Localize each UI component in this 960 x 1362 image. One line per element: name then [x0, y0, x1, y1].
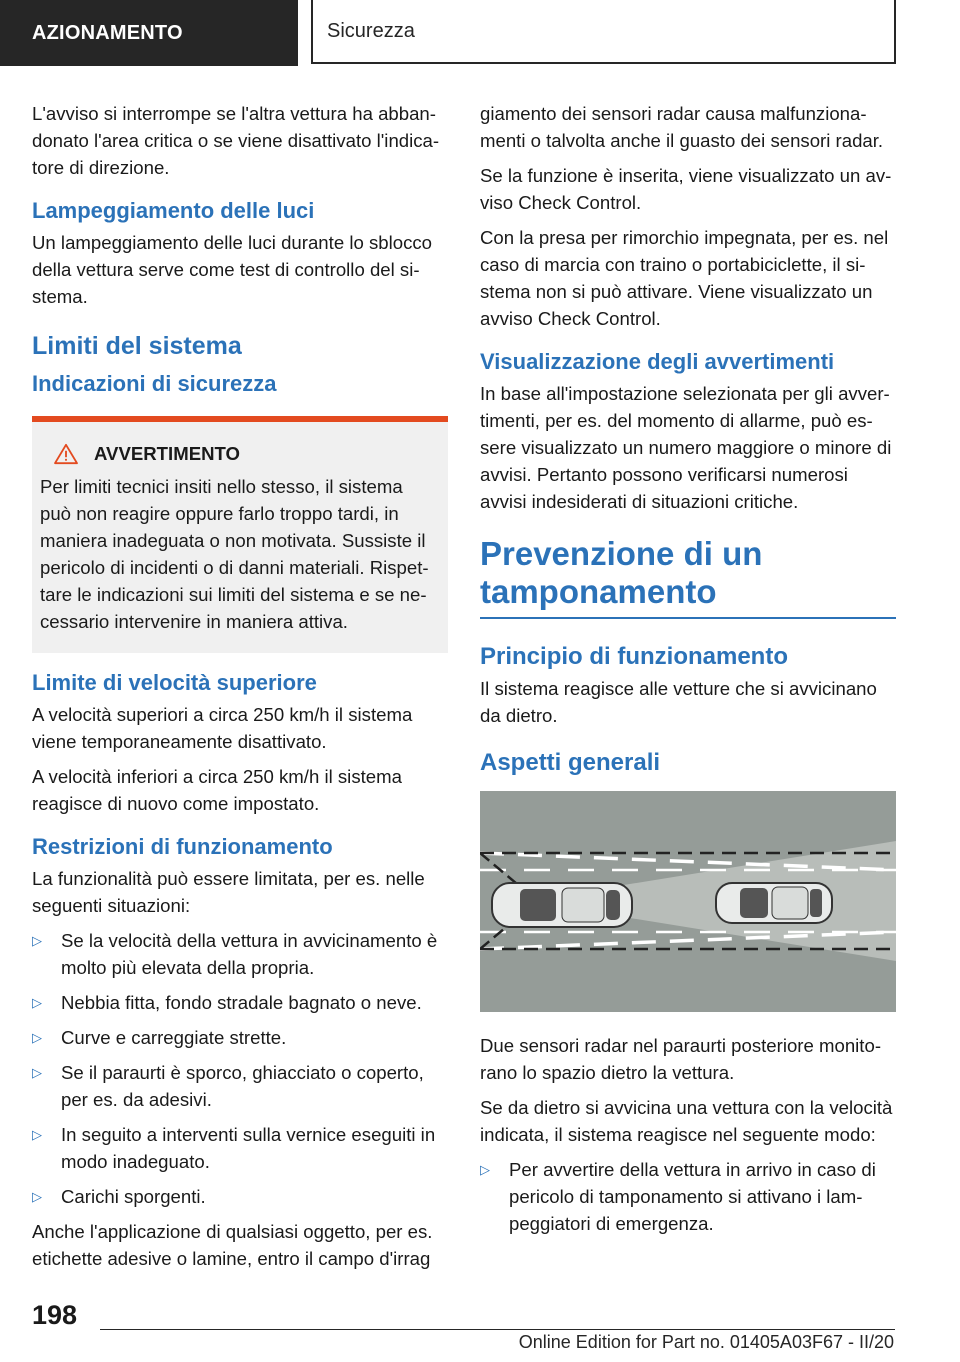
velocita-paragraph-1: A velocità superiori a circa 250 km/h il sistema viene temporaneamente disattivato.: [32, 704, 413, 752]
warning-box: [32, 416, 448, 653]
reazione-list: [480, 1156, 896, 1237]
heading-prevenzione: Prevenzione di un tamponamento: [480, 535, 896, 619]
warning-title: AVVERTIMENTO: [94, 443, 241, 464]
bullet-icon: ▷: [32, 995, 42, 1010]
heading-indicazioni: Indicazioni di sicurezza: [32, 371, 277, 396]
continued-paragraph: giamento dei sensori radar causa malfunzionamenti o talvolta anche il guasto dei sensori radar.: [480, 103, 884, 151]
bullet-icon: ▷: [32, 1127, 42, 1142]
velocita-paragraph-2: A velocità inferiori a circa 250 km/h il sistema reagisce di nuovo come impostato.: [32, 766, 402, 814]
list-item: ▷ Carichi sporgenti.: [32, 1183, 448, 1210]
sensori-paragraph: Due sensori radar nel paraurti posteriore monitorano lo spazio dietro la vettura.: [480, 1035, 882, 1083]
heading-limiti: Limiti del sistema: [32, 332, 242, 360]
dietro-paragraph: Se da dietro si avvicina una vettura con la velocità indicata, il sistema reagisce nel seguente modo:: [480, 1097, 893, 1145]
page-number: 198: [32, 1300, 78, 1330]
list-item: ▷ Nebbia fitta, fondo stradale bagnato o neve.: [32, 989, 448, 1016]
left-column: [32, 100, 448, 1280]
section-tab: AZIONAMENTO: [0, 0, 298, 66]
warning-text: Per limiti tecnici insiti nello stesso, il sistema può non reagire oppure farlo troppo tardi, in maniera inadeguata o non motivata. Sussiste il pericolo di incidenti o di danni materiali. Rispettare le indicazioni sui limiti del sistema e se necessario intervenire in maniera attiva.: [40, 476, 429, 632]
list-item: ▷ In seguito a interventi sulla vernice eseguiti in modo inadeguato.: [32, 1121, 448, 1175]
list-item: ▷ Curve e carreggiate strette.: [32, 1024, 448, 1051]
bullet-icon: ▷: [32, 1065, 42, 1080]
heading-principio: Principio di funzionamento: [480, 643, 788, 670]
list-item: ▷ Per avvertire della vettura in arrivo in caso di pericolo di tamponamento si attivano i lampeggiatori di emergenza.: [480, 1156, 896, 1237]
front-car-icon: [716, 883, 832, 923]
rear-car-icon: [492, 883, 632, 927]
heading-velocita: Limite di velocità superiore: [32, 670, 317, 695]
heading-restrizioni: Restrizioni di funzionamento: [32, 834, 333, 859]
heading-aspetti: Aspetti generali: [480, 749, 661, 776]
bullet-icon: ▷: [32, 933, 42, 948]
presa-paragraph: Con la presa per rimorchio impegnata, per es. nel caso di marcia con traino o portabiciclette, il sistema non si può attivare. Viene visualizzato un avviso Check Control.: [480, 227, 889, 329]
list-item: ▷ Se il paraurti è sporco, ghiacciato o coperto, per es. da adesivi.: [32, 1059, 448, 1113]
principio-paragraph: Il sistema reagisce alle vetture che si avvicinano da dietro.: [480, 678, 877, 726]
warning-triangle-icon: [52, 443, 80, 465]
footer-divider: [100, 1329, 895, 1330]
check-control-paragraph: Se la funzione è inserita, viene visualizzato un avviso Check Control.: [480, 165, 892, 213]
closing-paragraph: Anche l'applicazione di qualsiasi oggetto, per es. etichette adesive o lamine, entro il campo d'irrag: [32, 1221, 433, 1269]
warning-header: [40, 440, 438, 467]
bullet-icon: ▷: [32, 1030, 42, 1045]
heading-visualizzazione: Visualizzazione degli avvertimenti: [480, 349, 835, 374]
bullet-icon: ▷: [480, 1162, 490, 1177]
chapter-tab: Sicurezza: [311, 0, 896, 64]
bullet-icon: ▷: [32, 1189, 42, 1204]
intro-paragraph: L'avviso si interrompe se l'altra vettura ha abbandonato l'area critica o se viene disattivato l'indicatore di direzione.: [32, 103, 440, 178]
footer-edition: Online Edition for Part no. 01405A03F67 - II/20: [518, 1332, 894, 1352]
lampeggiamento-paragraph: Un lampeggiamento delle luci durante lo sblocco della vettura serve come test di controllo del sistema.: [32, 232, 433, 307]
restrizioni-list: [32, 927, 448, 1210]
page-header: [0, 0, 960, 66]
visualizzazione-paragraph: In base all'impostazione selezionata per gli avvertimenti, per es. del momento di allarme, può essere visualizzato un numero maggiore o minore di avvisi. Pertanto possono verificarsi numerosi avvisi indesiderati di situazioni critiche.: [480, 383, 892, 512]
list-item: ▷ Se la velocità della vettura in avvicinamento è molto più elevata della propria.: [32, 927, 448, 981]
restrizioni-paragraph: La funzionalità può essere limitata, per es. nelle seguenti situazioni:: [32, 868, 425, 916]
right-column: [480, 100, 896, 1245]
radar-illustration: [480, 791, 896, 1012]
heading-lampeggiamento: Lampeggiamento delle luci: [32, 198, 315, 223]
